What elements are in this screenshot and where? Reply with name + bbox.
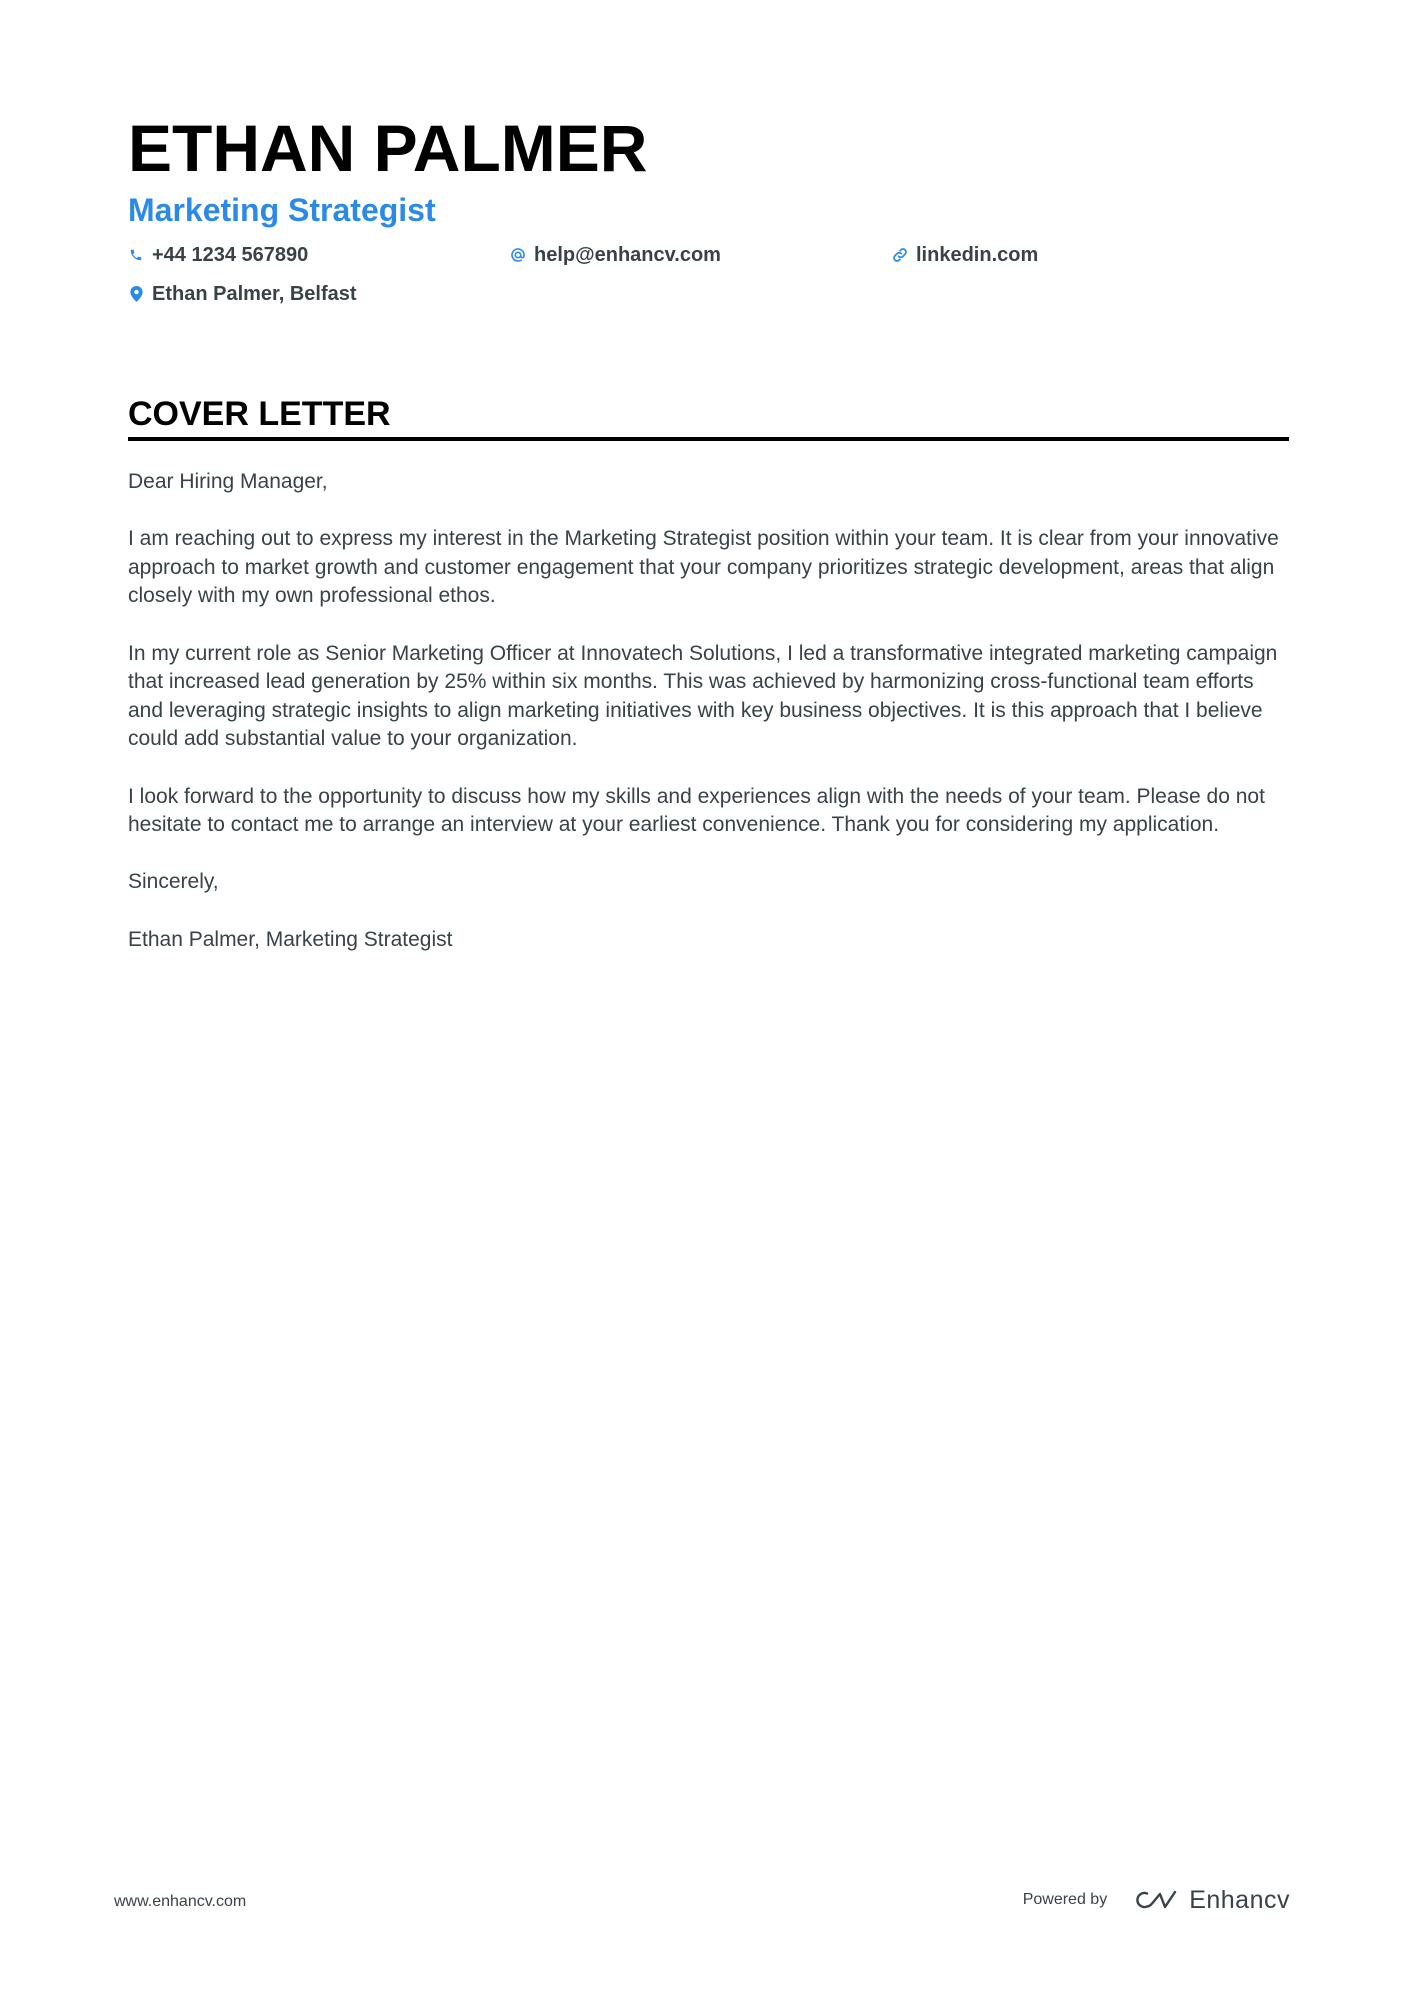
at-icon bbox=[510, 247, 526, 263]
section-title: COVER LETTER bbox=[128, 395, 391, 433]
applicant-name: ETHAN PALMER bbox=[128, 111, 648, 185]
brand-name: Enhancv bbox=[1189, 1885, 1290, 1914]
letter-paragraph: I am reaching out to express my interest in the Marketing Strategist position within your team. It is clear from your innovative approach to market growth and customer engagement that your company prioritizes strategic development, areas that align closely with my own professional ethos. bbox=[128, 527, 1279, 608]
enhancv-logo[interactable] bbox=[1133, 1886, 1290, 1915]
contact-website bbox=[892, 240, 1038, 270]
location-text: Ethan Palmer, Belfast bbox=[152, 282, 357, 305]
footer-url[interactable]: www.enhancv.com bbox=[114, 1893, 247, 1910]
website-link[interactable]: linkedin.com bbox=[916, 243, 1039, 266]
contact-phone bbox=[128, 240, 308, 270]
letter-paragraph: I look forward to the opportunity to discuss how my skills and experiences align with the needs of your team. Please do not hesitate to contact me to arrange an interview at your earliest convenience. Thank you for considering my application. bbox=[128, 784, 1265, 837]
email-link[interactable]: help@enhancv.com bbox=[534, 243, 721, 266]
section-divider bbox=[128, 437, 1289, 441]
letter-signature: Ethan Palmer, Marketing Strategist bbox=[128, 927, 453, 951]
powered-by bbox=[1023, 1880, 1290, 1920]
letter-greeting: Dear Hiring Manager, bbox=[128, 470, 328, 493]
phone-text: +44 1234 567890 bbox=[152, 243, 309, 266]
link-icon bbox=[892, 247, 908, 263]
powered-by-label: Powered by bbox=[1022, 1891, 1108, 1908]
letter-body bbox=[128, 468, 1289, 983]
phone-icon bbox=[128, 247, 144, 263]
letter-closing: Sincerely, bbox=[128, 870, 219, 894]
contact-location bbox=[128, 279, 357, 309]
letter-paragraph: In my current role as Senior Marketing Officer at Innovatech Solutions, I led a transformative integrated marketing campaign that increased lead generation by 25% within six months. This was achieved by harmonizing cross-functional team efforts and leveraging strategic insights to align marketing initiatives with key business objectives. It is this approach that I believe could add substantial value to your organization. bbox=[128, 641, 1278, 751]
applicant-role: Marketing Strategist bbox=[128, 192, 436, 228]
location-pin-icon bbox=[128, 286, 144, 302]
contact-email bbox=[510, 240, 721, 270]
enhancv-logo-icon bbox=[1133, 1888, 1179, 1912]
